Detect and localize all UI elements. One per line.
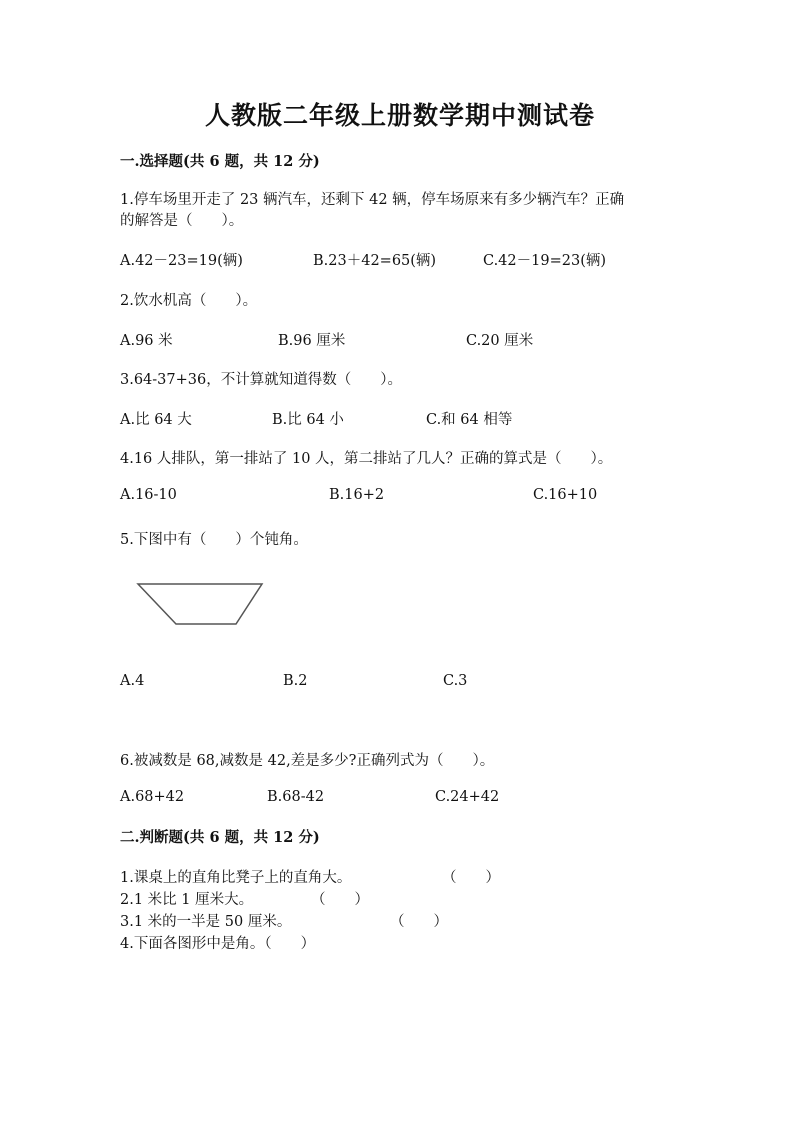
q3-option-a[interactable]: A.比 64 大 <box>120 412 192 428</box>
judge-item-2: 2.1 米比 1 厘米大。 <box>120 892 254 908</box>
q5-option-c[interactable]: C.3 <box>443 673 468 689</box>
question-1-line-2: 的解答是（ ）。 <box>120 213 244 229</box>
q4-option-c[interactable]: C.16+10 <box>533 487 598 503</box>
section2-heading: 二.判断题(共 6 题，共 12 分) <box>120 829 320 846</box>
question-6: 6.被减数是 68,减数是 42,差是多少?正确列式为（ ）。 <box>120 753 495 769</box>
question-4: 4.16 人排队，第一排站了 10 人，第二排站了几人？正确的算式是（ ）。 <box>120 451 613 467</box>
q1-option-a[interactable]: A.42－23=19(辆) <box>120 253 243 269</box>
q2-option-a[interactable]: A.96 米 <box>120 333 173 349</box>
q3-option-c[interactable]: C.和 64 相等 <box>426 412 513 428</box>
q4-option-b[interactable]: B.16+2 <box>329 487 385 503</box>
trapezoid-figure <box>136 578 266 628</box>
judge-item-1-answer[interactable]: （ ） <box>442 870 500 886</box>
question-2: 2.饮水机高（ ）。 <box>120 293 258 309</box>
judge-item-4: 4.下面各图形中是角。（ ） <box>120 936 316 952</box>
question-1-line-1: 1.停车场里开走了 23 辆汽车，还剩下 42 辆，停车场原来有多少辆汽车？正确 <box>120 192 625 208</box>
question-5: 5.下图中有（ ）个钝角。 <box>120 532 308 548</box>
q6-option-a[interactable]: A.68+42 <box>120 789 185 805</box>
judge-item-3-answer[interactable]: （ ） <box>390 914 448 930</box>
q3-option-b[interactable]: B.比 64 小 <box>272 412 344 428</box>
section1-heading: 一.选择题(共 6 题，共 12 分) <box>120 153 320 170</box>
q6-option-c[interactable]: C.24+42 <box>435 789 500 805</box>
q1-option-c[interactable]: C.42－19=23(辆) <box>483 253 607 269</box>
judge-item-1: 1.课桌上的直角比凳子上的直角大。 <box>120 870 352 886</box>
q1-option-b[interactable]: B.23＋42=65(辆) <box>313 253 437 269</box>
q5-option-b[interactable]: B.2 <box>283 673 308 689</box>
question-3: 3.64-37+36，不计算就知道得数（ ）。 <box>120 372 402 388</box>
q2-option-c[interactable]: C.20 厘米 <box>466 333 534 349</box>
q6-option-b[interactable]: B.68-42 <box>267 789 325 805</box>
q5-option-a[interactable]: A.4 <box>120 673 145 689</box>
judge-item-3: 3.1 米的一半是 50 厘米。 <box>120 914 292 930</box>
q4-option-a[interactable]: A.16-10 <box>120 487 177 503</box>
q2-option-b[interactable]: B.96 厘米 <box>278 333 346 349</box>
page-title: 人教版二年级上册数学期中测试卷 <box>204 101 595 130</box>
trapezoid-shape <box>138 584 262 624</box>
judge-item-2-answer[interactable]: （ ） <box>311 892 369 908</box>
